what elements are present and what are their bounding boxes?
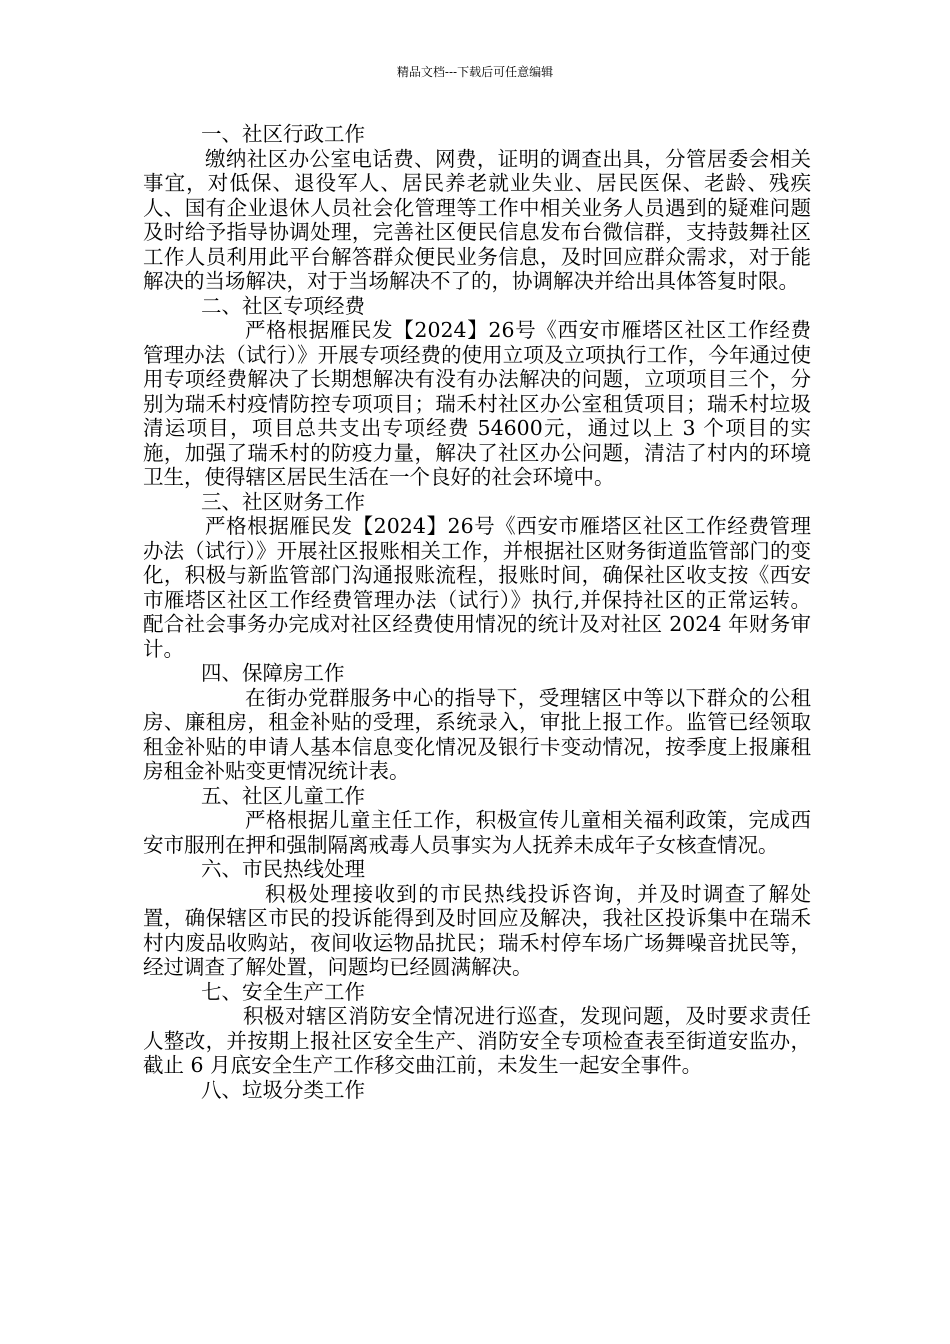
section-body-6: 积极处理接收到的市民热线投诉咨询，并及时调查了解处置，确保辖区市民的投诉能得到及时回应及解决，我社区投诉集中在瑞禾村内废品收购站，夜间收运物品扰民；瑞禾村停车场广场舞噪音扰民等，经过调查了解处置，问题均已经圆满解决。 — [143, 881, 811, 979]
section-heading-1: 一、社区行政工作 — [201, 122, 365, 146]
section-body-3: 严格根据雁民发【2024】26号《西安市雁塔区社区工作经费管理办法（试行）》开展社区报账相关工作，并根据社区财务街道监管部门的变化，积极与新监管部门沟通报账流程，报账时间，确保社区收支按《西安市雁塔区社区工作经费管理办法（试行）》执行,并保持社区的正常运转。配合社会事务办完成对社区经费使用情况的统计及对社区 2024 年财务审计。 — [143, 514, 811, 661]
section-heading-5: 五、社区儿童工作 — [201, 783, 365, 808]
section-body-2: 严格根据雁民发【2024】26号《西安市雁塔区社区工作经费管理办法（试行）》开展专项经费的使用立项及立项执行工作，今年通过使用专项经费解决了长期想解决有没有办法解决的问题，立项项目三个，分别为瑞禾村疫情防控专项项目；瑞禾村社区办公室租赁项目；瑞禾村垃圾清运项目，项目总共支出专项经费 54600元，通过以上 3 个项目的实施，加强了瑞禾村的防疫力量，解决了社区办公问题，清洁了村内的环境卫生，使得辖区居民生活在一个良好的社会环境中。 — [143, 318, 811, 489]
section-heading-6: 六、市民热线处理 — [201, 857, 365, 881]
document-body — [143, 122, 811, 1102]
section-heading-3: 三、社区财务工作 — [201, 489, 365, 514]
section-body-7: 积极对辖区消防安全情况进行巡查，发现问题，及时要求责任人整改，并按期上报社区安全生产、消防安全专项检查表至街道安监办，截止 6 月底安全生产工作移交曲江前，未发生一起安全事件。 — [143, 1004, 811, 1077]
section-body-4: 在街办党群服务中心的指导下，受理辖区中等以下群众的公租房、廉租房，租金补贴的受理，系统录入，审批上报工作。监管已经领取租金补贴的申请人基本信息变化情况及银行卡变动情况，按季度上报廉租房租金补贴变更情况统计表。 — [143, 685, 811, 783]
section-body-5: 严格根据儿童主任工作，积极宣传儿童相关福利政策，完成西安市服刑在押和强制隔离戒毒人员事实为人抚养未成年子女核查情况。 — [143, 808, 811, 857]
section-heading-8: 八、垃圾分类工作 — [201, 1077, 365, 1102]
section-heading-4: 四、保障房工作 — [201, 661, 345, 685]
section-heading-2: 二、社区专项经费 — [201, 293, 365, 318]
section-body-1: 缴纳社区办公室电话费、网费，证明的调查出具，分管居委会相关事宜，对低保、退役军人、居民养老就业失业、居民医保、老龄、残疾人、国有企业退休人员社会化管理等工作中相关业务人员遇到的疑难问题及时给予指导协调处理，完善社区便民信息发布台微信群，支持鼓舞社区工作人员利用此平台解答群众便民业务信息，及时回应群众需求，对于能解决的当场解决，对于当场解决不了的，协调解决并给出具体答复时限。 — [143, 146, 811, 293]
page-header: 精品文档---下载后可任意编辑 — [396, 65, 554, 79]
section-heading-7: 七、安全生产工作 — [201, 979, 365, 1004]
